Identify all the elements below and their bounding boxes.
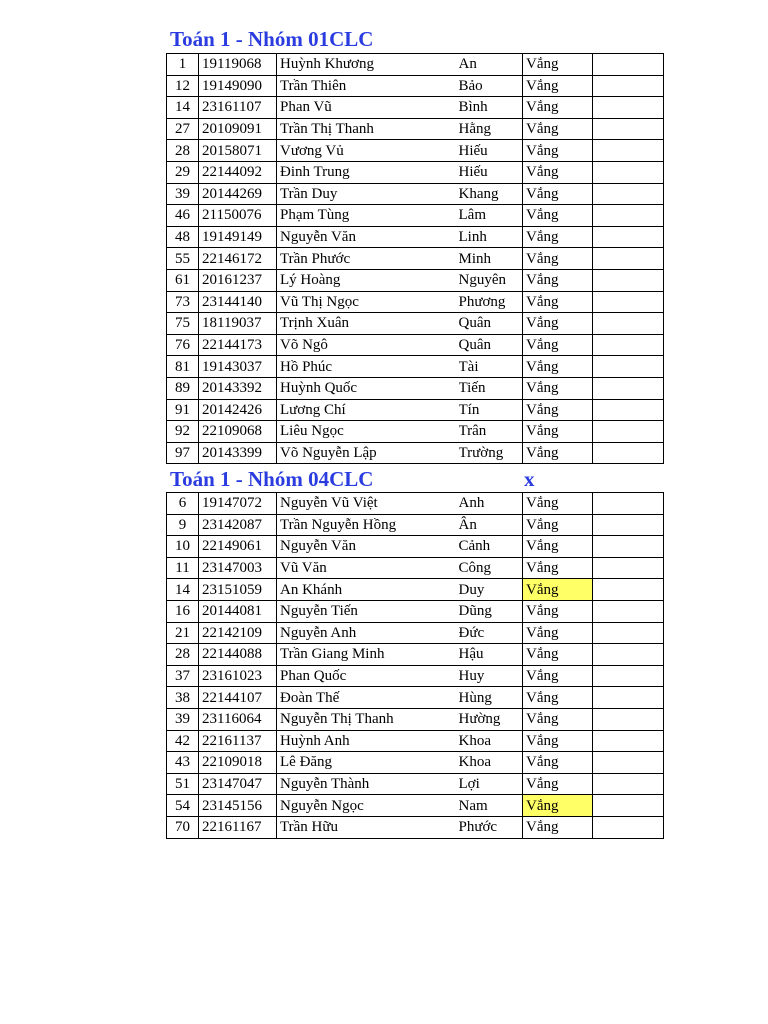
family-name: Võ Nguyễn Lập bbox=[277, 442, 459, 464]
given-name: An bbox=[459, 54, 523, 76]
student-id: 23147047 bbox=[199, 773, 277, 795]
empty-cell bbox=[593, 313, 664, 335]
student-id: 19147072 bbox=[199, 493, 277, 515]
table-row bbox=[167, 773, 664, 795]
attendance-status: Vắng bbox=[523, 730, 593, 752]
student-id: 23145156 bbox=[199, 795, 277, 817]
table-row bbox=[167, 442, 664, 464]
table-row bbox=[167, 687, 664, 709]
attendance-status: Vắng bbox=[523, 514, 593, 536]
table-row bbox=[167, 399, 664, 421]
student-id: 22149061 bbox=[199, 536, 277, 558]
empty-cell bbox=[593, 205, 664, 227]
given-name: Hiếu bbox=[459, 161, 523, 183]
empty-cell bbox=[593, 183, 664, 205]
family-name: Huỳnh Anh bbox=[277, 730, 459, 752]
empty-cell bbox=[593, 600, 664, 622]
student-id: 20161237 bbox=[199, 269, 277, 291]
table-row bbox=[167, 557, 664, 579]
given-name: Hậu bbox=[459, 644, 523, 666]
row-number: 70 bbox=[167, 816, 199, 838]
given-name: Hằng bbox=[459, 118, 523, 140]
attendance-status: Vắng bbox=[523, 140, 593, 162]
row-number: 39 bbox=[167, 183, 199, 205]
given-name: Anh bbox=[459, 493, 523, 515]
family-name: Trần Giang Minh bbox=[277, 644, 459, 666]
given-name: Đức bbox=[459, 622, 523, 644]
row-number: 51 bbox=[167, 773, 199, 795]
given-name: Trân bbox=[459, 421, 523, 443]
attendance-status: Vắng bbox=[523, 493, 593, 515]
table-row bbox=[167, 730, 664, 752]
empty-cell bbox=[593, 161, 664, 183]
attendance-status: Vắng bbox=[523, 687, 593, 709]
student-id: 20143392 bbox=[199, 377, 277, 399]
row-number: 16 bbox=[167, 600, 199, 622]
table-row bbox=[167, 334, 664, 356]
table-row bbox=[167, 752, 664, 774]
empty-cell bbox=[593, 536, 664, 558]
table-row bbox=[167, 356, 664, 378]
attendance-status: Vắng bbox=[523, 183, 593, 205]
table-row bbox=[167, 536, 664, 558]
row-number: 9 bbox=[167, 514, 199, 536]
row-number: 37 bbox=[167, 665, 199, 687]
empty-cell bbox=[593, 399, 664, 421]
attendance-status: Vắng bbox=[523, 356, 593, 378]
empty-cell bbox=[593, 665, 664, 687]
student-id: 20109091 bbox=[199, 118, 277, 140]
attendance-status: Vắng bbox=[523, 442, 593, 464]
table-row bbox=[167, 377, 664, 399]
attendance-status: Vắng bbox=[523, 54, 593, 76]
row-number: 29 bbox=[167, 161, 199, 183]
student-id: 23144140 bbox=[199, 291, 277, 313]
table-row bbox=[167, 816, 664, 838]
empty-cell bbox=[593, 248, 664, 270]
attendance-status: Vắng bbox=[523, 377, 593, 399]
given-name: Linh bbox=[459, 226, 523, 248]
section-title: Toán 1 - Nhóm 04CLC bbox=[170, 467, 374, 491]
attendance-status: Vắng bbox=[523, 269, 593, 291]
table-row bbox=[167, 183, 664, 205]
empty-cell bbox=[593, 816, 664, 838]
family-name: Phan Quốc bbox=[277, 665, 459, 687]
given-name: Phương bbox=[459, 291, 523, 313]
row-number: 48 bbox=[167, 226, 199, 248]
family-name: Nguyễn Ngọc bbox=[277, 795, 459, 817]
empty-cell bbox=[593, 442, 664, 464]
row-number: 89 bbox=[167, 377, 199, 399]
row-number: 14 bbox=[167, 579, 199, 601]
row-number: 28 bbox=[167, 140, 199, 162]
student-id: 23116064 bbox=[199, 708, 277, 730]
family-name: Lương Chí bbox=[277, 399, 459, 421]
attendance-status: Vắng bbox=[523, 161, 593, 183]
empty-cell bbox=[593, 377, 664, 399]
row-number: 27 bbox=[167, 118, 199, 140]
student-id: 23161023 bbox=[199, 665, 277, 687]
row-number: 39 bbox=[167, 708, 199, 730]
attendance-status: Vắng bbox=[523, 795, 593, 817]
row-number: 42 bbox=[167, 730, 199, 752]
given-name: Hường bbox=[459, 708, 523, 730]
row-number: 43 bbox=[167, 752, 199, 774]
attendance-status: Vắng bbox=[523, 557, 593, 579]
student-id: 23161107 bbox=[199, 97, 277, 119]
given-name: Khoa bbox=[459, 730, 523, 752]
student-id: 20143399 bbox=[199, 442, 277, 464]
given-name: Hiếu bbox=[459, 140, 523, 162]
student-id: 20144269 bbox=[199, 183, 277, 205]
row-number: 61 bbox=[167, 269, 199, 291]
student-id: 22109068 bbox=[199, 421, 277, 443]
student-id: 19149149 bbox=[199, 226, 277, 248]
family-name: Trần Duy bbox=[277, 183, 459, 205]
student-id: 22161137 bbox=[199, 730, 277, 752]
row-number: 21 bbox=[167, 622, 199, 644]
empty-cell bbox=[593, 687, 664, 709]
student-id: 21150076 bbox=[199, 205, 277, 227]
family-name: Nguyễn Tiến bbox=[277, 600, 459, 622]
given-name: Dũng bbox=[459, 600, 523, 622]
row-number: 81 bbox=[167, 356, 199, 378]
attendance-status: Vắng bbox=[523, 579, 593, 601]
family-name: Hồ Phúc bbox=[277, 356, 459, 378]
empty-cell bbox=[593, 557, 664, 579]
given-name: Trường bbox=[459, 442, 523, 464]
roster-table-04clc bbox=[166, 492, 664, 839]
row-number: 1 bbox=[167, 54, 199, 76]
student-id: 23151059 bbox=[199, 579, 277, 601]
family-name: Trần Thiên bbox=[277, 75, 459, 97]
table-row bbox=[167, 269, 664, 291]
empty-cell bbox=[593, 795, 664, 817]
given-name: Tài bbox=[459, 356, 523, 378]
row-number: 10 bbox=[167, 536, 199, 558]
empty-cell bbox=[593, 140, 664, 162]
table-row bbox=[167, 226, 664, 248]
family-name: Lê Đăng bbox=[277, 752, 459, 774]
attendance-status: Vắng bbox=[523, 421, 593, 443]
given-name: Quân bbox=[459, 334, 523, 356]
family-name: Phạm Tùng bbox=[277, 205, 459, 227]
student-id: 20142426 bbox=[199, 399, 277, 421]
given-name: Cảnh bbox=[459, 536, 523, 558]
attendance-status: Vắng bbox=[523, 118, 593, 140]
family-name: Phan Vũ bbox=[277, 97, 459, 119]
table-row bbox=[167, 579, 664, 601]
student-id: 22144107 bbox=[199, 687, 277, 709]
family-name: Đoàn Thế bbox=[277, 687, 459, 709]
given-name: Tiến bbox=[459, 377, 523, 399]
given-name: Lâm bbox=[459, 205, 523, 227]
table-row bbox=[167, 97, 664, 119]
family-name: Huỳnh Khương bbox=[277, 54, 459, 76]
empty-cell bbox=[593, 752, 664, 774]
given-name: Tín bbox=[459, 399, 523, 421]
table-row bbox=[167, 205, 664, 227]
table-row bbox=[167, 313, 664, 335]
attendance-status: Vắng bbox=[523, 600, 593, 622]
attendance-status: Vắng bbox=[523, 399, 593, 421]
row-number: 76 bbox=[167, 334, 199, 356]
student-id: 22146172 bbox=[199, 248, 277, 270]
empty-cell bbox=[593, 493, 664, 515]
empty-cell bbox=[593, 708, 664, 730]
table-row bbox=[167, 75, 664, 97]
given-name: Lợi bbox=[459, 773, 523, 795]
student-id: 23147003 bbox=[199, 557, 277, 579]
empty-cell bbox=[593, 730, 664, 752]
table-row bbox=[167, 248, 664, 270]
empty-cell bbox=[593, 291, 664, 313]
empty-cell bbox=[593, 773, 664, 795]
student-id: 22144092 bbox=[199, 161, 277, 183]
family-name: Vũ Văn bbox=[277, 557, 459, 579]
empty-cell bbox=[593, 269, 664, 291]
row-number: 75 bbox=[167, 313, 199, 335]
section-mark: x bbox=[524, 467, 535, 491]
given-name: Phước bbox=[459, 816, 523, 838]
given-name: Ân bbox=[459, 514, 523, 536]
family-name: Trịnh Xuân bbox=[277, 313, 459, 335]
family-name: Nguyễn Anh bbox=[277, 622, 459, 644]
row-number: 6 bbox=[167, 493, 199, 515]
student-id: 19149090 bbox=[199, 75, 277, 97]
given-name: Khang bbox=[459, 183, 523, 205]
given-name: Hùng bbox=[459, 687, 523, 709]
attendance-status: Vắng bbox=[523, 205, 593, 227]
attendance-status: Vắng bbox=[523, 536, 593, 558]
row-number: 54 bbox=[167, 795, 199, 817]
given-name: Duy bbox=[459, 579, 523, 601]
student-id: 20144081 bbox=[199, 600, 277, 622]
table-row bbox=[167, 795, 664, 817]
given-name: Bình bbox=[459, 97, 523, 119]
row-number: 12 bbox=[167, 75, 199, 97]
family-name: Trần Phước bbox=[277, 248, 459, 270]
attendance-status: Vắng bbox=[523, 665, 593, 687]
family-name: Trần Thị Thanh bbox=[277, 118, 459, 140]
given-name: Khoa bbox=[459, 752, 523, 774]
attendance-status: Vắng bbox=[523, 334, 593, 356]
empty-cell bbox=[593, 356, 664, 378]
family-name: Trần Nguyễn Hồng bbox=[277, 514, 459, 536]
row-number: 73 bbox=[167, 291, 199, 313]
student-id: 22144173 bbox=[199, 334, 277, 356]
student-id: 18119037 bbox=[199, 313, 277, 335]
attendance-status: Vắng bbox=[523, 752, 593, 774]
empty-cell bbox=[593, 622, 664, 644]
attendance-status: Vắng bbox=[523, 226, 593, 248]
table-row bbox=[167, 161, 664, 183]
attendance-status: Vắng bbox=[523, 708, 593, 730]
empty-cell bbox=[593, 75, 664, 97]
empty-cell bbox=[593, 97, 664, 119]
given-name: Bảo bbox=[459, 75, 523, 97]
row-number: 92 bbox=[167, 421, 199, 443]
row-number: 14 bbox=[167, 97, 199, 119]
given-name: Minh bbox=[459, 248, 523, 270]
empty-cell bbox=[593, 644, 664, 666]
family-name: An Khánh bbox=[277, 579, 459, 601]
student-id: 20158071 bbox=[199, 140, 277, 162]
attendance-status: Vắng bbox=[523, 622, 593, 644]
section-title: Toán 1 - Nhóm 01CLC bbox=[170, 27, 374, 51]
empty-cell bbox=[593, 54, 664, 76]
attendance-status: Vắng bbox=[523, 291, 593, 313]
table-row bbox=[167, 665, 664, 687]
student-id: 19119068 bbox=[199, 54, 277, 76]
row-number: 46 bbox=[167, 205, 199, 227]
attendance-status: Vắng bbox=[523, 97, 593, 119]
empty-cell bbox=[593, 579, 664, 601]
empty-cell bbox=[593, 514, 664, 536]
family-name: Võ Ngô bbox=[277, 334, 459, 356]
given-name: Huy bbox=[459, 665, 523, 687]
table-row bbox=[167, 291, 664, 313]
row-number: 97 bbox=[167, 442, 199, 464]
table-row bbox=[167, 514, 664, 536]
table-row bbox=[167, 54, 664, 76]
student-id: 22161167 bbox=[199, 816, 277, 838]
student-id: 22142109 bbox=[199, 622, 277, 644]
table-row bbox=[167, 118, 664, 140]
student-id: 23142087 bbox=[199, 514, 277, 536]
empty-cell bbox=[593, 226, 664, 248]
family-name: Nguyễn Thị Thanh bbox=[277, 708, 459, 730]
family-name: Liêu Ngọc bbox=[277, 421, 459, 443]
table-row bbox=[167, 600, 664, 622]
given-name: Nam bbox=[459, 795, 523, 817]
family-name: Vũ Thị Ngọc bbox=[277, 291, 459, 313]
attendance-status: Vắng bbox=[523, 773, 593, 795]
family-name: Trần Hữu bbox=[277, 816, 459, 838]
student-id: 22144088 bbox=[199, 644, 277, 666]
family-name: Vương Vủ bbox=[277, 140, 459, 162]
row-number: 38 bbox=[167, 687, 199, 709]
table-row bbox=[167, 622, 664, 644]
given-name: Nguyên bbox=[459, 269, 523, 291]
empty-cell bbox=[593, 118, 664, 140]
empty-cell bbox=[593, 334, 664, 356]
student-id: 22109018 bbox=[199, 752, 277, 774]
row-number: 91 bbox=[167, 399, 199, 421]
family-name: Nguyễn Văn bbox=[277, 226, 459, 248]
attendance-status: Vắng bbox=[523, 313, 593, 335]
attendance-status: Vắng bbox=[523, 816, 593, 838]
student-id: 19143037 bbox=[199, 356, 277, 378]
given-name: Quân bbox=[459, 313, 523, 335]
family-name: Nguyễn Vũ Việt bbox=[277, 493, 459, 515]
family-name: Nguyễn Văn bbox=[277, 536, 459, 558]
attendance-status: Vắng bbox=[523, 248, 593, 270]
family-name: Huỳnh Quốc bbox=[277, 377, 459, 399]
attendance-status: Vắng bbox=[523, 75, 593, 97]
family-name: Nguyễn Thành bbox=[277, 773, 459, 795]
roster-table-01clc bbox=[166, 53, 664, 464]
table-row bbox=[167, 421, 664, 443]
table-row bbox=[167, 644, 664, 666]
given-name: Công bbox=[459, 557, 523, 579]
table-row bbox=[167, 493, 664, 515]
row-number: 55 bbox=[167, 248, 199, 270]
row-number: 28 bbox=[167, 644, 199, 666]
empty-cell bbox=[593, 421, 664, 443]
family-name: Đinh Trung bbox=[277, 161, 459, 183]
table-row bbox=[167, 708, 664, 730]
family-name: Lý Hoàng bbox=[277, 269, 459, 291]
attendance-status: Vắng bbox=[523, 644, 593, 666]
table-row bbox=[167, 140, 664, 162]
row-number: 11 bbox=[167, 557, 199, 579]
